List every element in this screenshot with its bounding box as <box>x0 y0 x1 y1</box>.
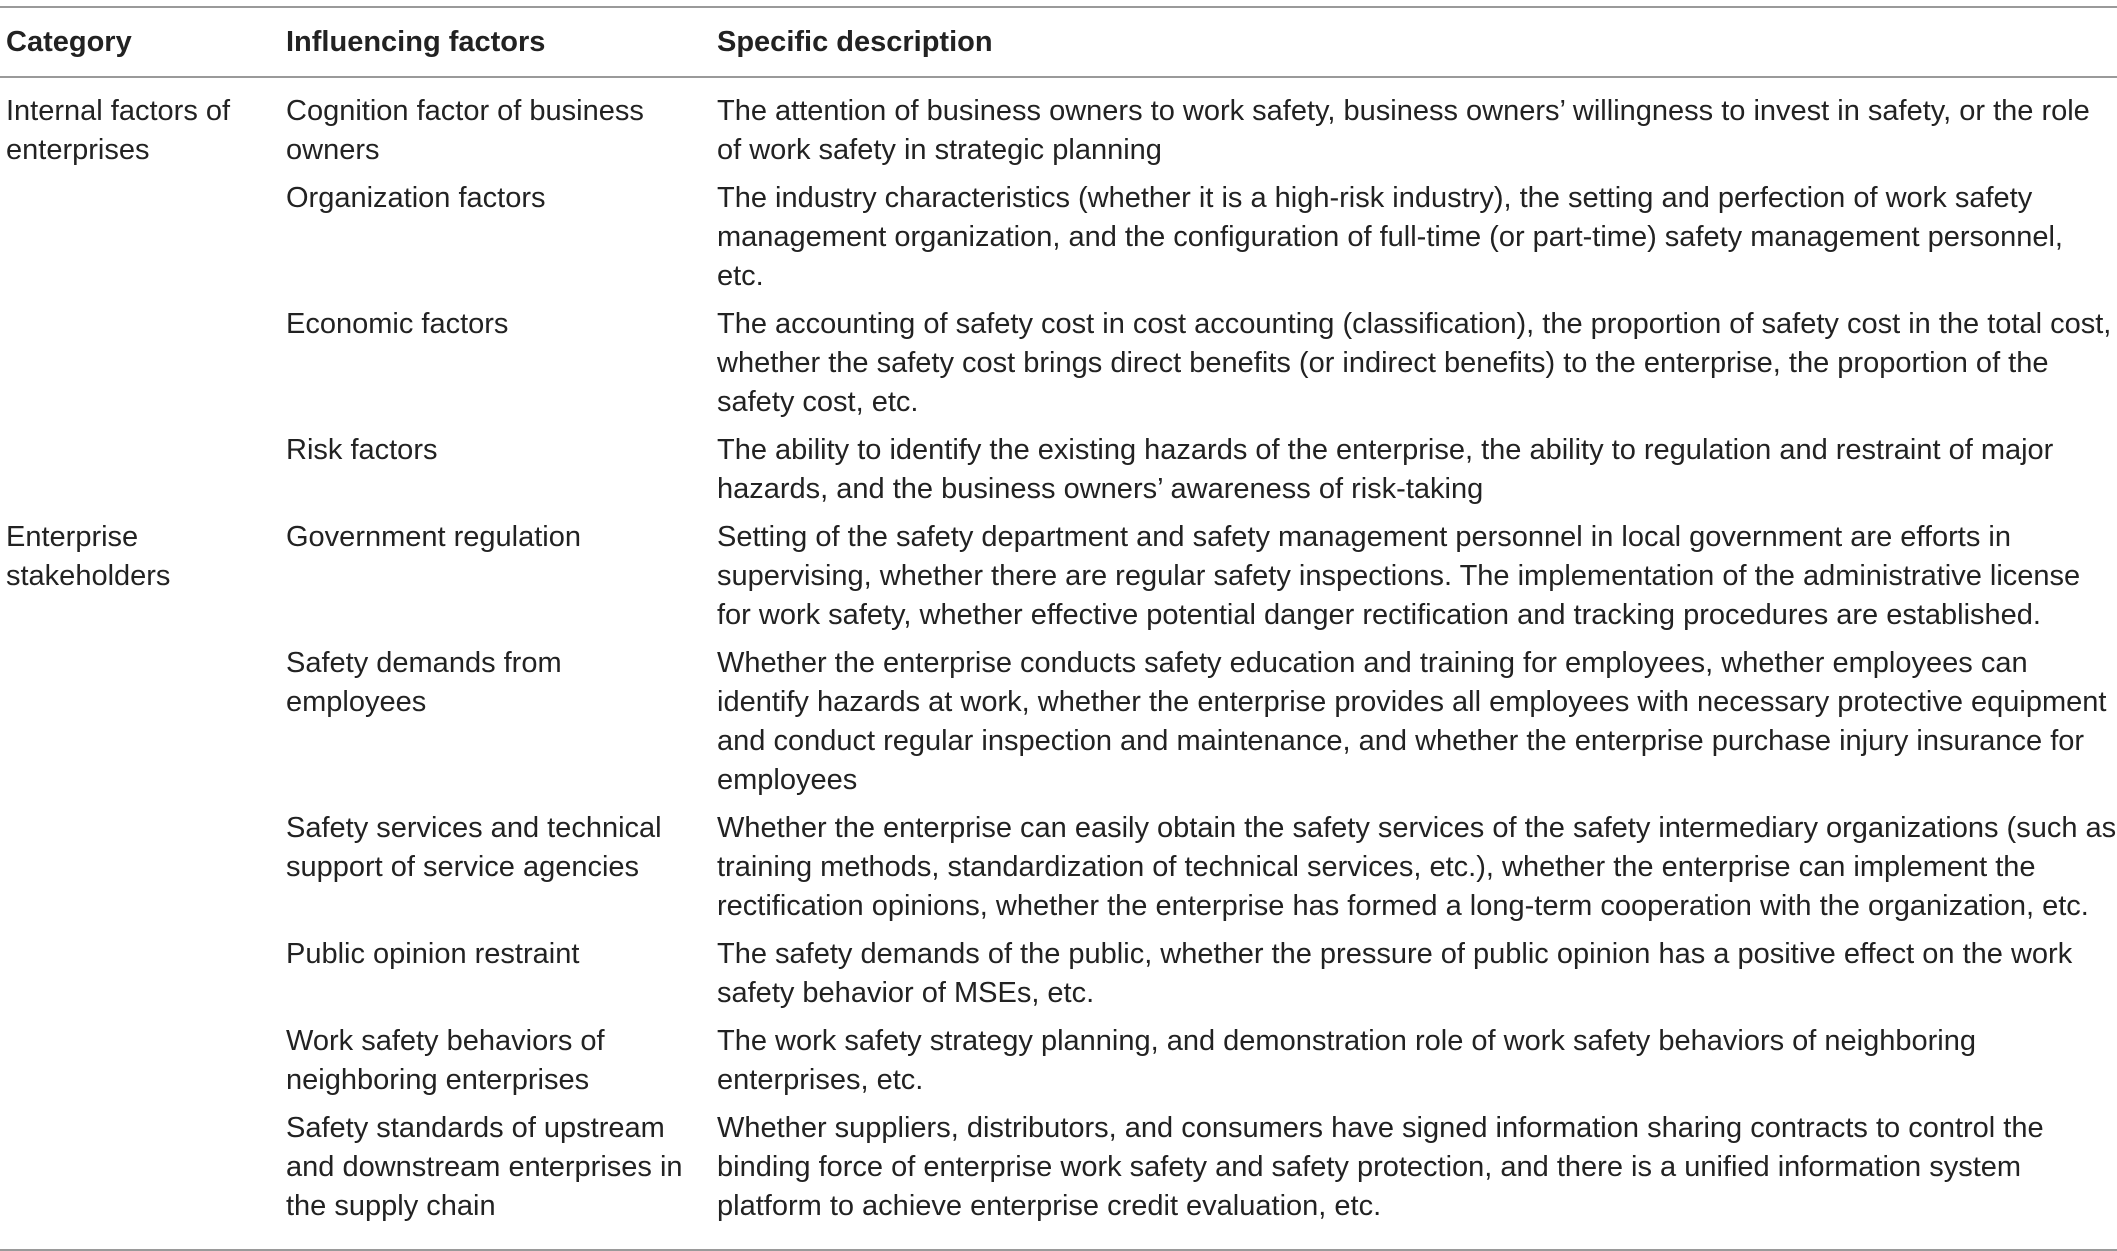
factor-cell: Risk factors <box>286 434 438 466</box>
factor-cell: Government regulation <box>286 521 581 553</box>
description-cell: The accounting of safety cost in cost accounting (classification), the proportion of safety cost in the total cost, whether the safety cost brings direct benefits (or indirect benefits) to the enterprise, the proportion of the safety cost, etc. <box>717 308 2112 418</box>
category-cell <box>0 644 286 800</box>
factor-cell: Safety standards of upstream and downstream enterprises in the supply chain <box>286 1112 683 1222</box>
category-cell <box>0 179 286 296</box>
category-cell <box>0 431 286 509</box>
header-category: Category <box>6 25 132 58</box>
factor-cell: Organization factors <box>286 182 546 214</box>
description-cell: Whether the enterprise conducts safety education and training for employees, whether employees can identify hazards at work, whether the enterprise provides all employees with necessary protective equipment and conduct regular inspection and maintenance, and whether the enterprise purchase injury insurance for employees <box>717 647 2107 796</box>
table-row <box>0 305 2117 431</box>
description-cell: The attention of business owners to work safety, business owners’ willingness to invest in safety, or the role of work safety in strategic planning <box>717 95 2090 166</box>
table-row <box>0 1109 2117 1235</box>
category-cell <box>0 1109 286 1226</box>
category-cell: Enterprise stakeholders <box>6 521 171 592</box>
header-specific-description: Specific description <box>717 25 993 58</box>
factor-cell: Safety demands from employees <box>286 647 562 718</box>
factor-cell: Safety services and technical support of service agencies <box>286 812 662 883</box>
description-cell: The work safety strategy planning, and demonstration role of work safety behaviors of neighboring enterprises, etc. <box>717 1025 1976 1096</box>
factor-cell: Cognition factor of business owners <box>286 95 644 166</box>
table-row <box>0 1022 2117 1109</box>
description-cell: The ability to identify the existing hazards of the enterprise, the ability to regulation and restraint of major hazards, and the business owners’ awareness of risk-taking <box>717 434 2054 505</box>
factor-cell: Economic factors <box>286 308 509 340</box>
table-row <box>0 431 2117 518</box>
factor-cell: Public opinion restraint <box>286 938 580 970</box>
factor-cell: Work safety behaviors of neighboring enterprises <box>286 1025 605 1096</box>
table-row <box>0 92 2117 179</box>
table-body <box>0 78 2117 1249</box>
description-cell: The safety demands of the public, whether the pressure of public opinion has a positive effect on the work safety behavior of MSEs, etc. <box>717 938 2073 1009</box>
description-cell: Whether the enterprise can easily obtain the safety services of the safety intermediary organizations (such as training methods, standardization of technical services, etc.), whether the enterprise can implement the rectification opinions, whether the enterprise has formed a long-term cooperation with the organization, etc. <box>717 812 2117 922</box>
category-cell <box>0 809 286 926</box>
description-cell: The industry characteristics (whether it is a high-risk industry), the setting and perfection of work safety management organization, and the configuration of full-time (or part-time) safety management personnel, etc. <box>717 182 2063 292</box>
description-cell: Whether suppliers, distributors, and consumers have signed information sharing contracts to control the binding force of enterprise work safety and safety protection, and there is a unified information system platform to achieve enterprise credit evaluation, etc. <box>717 1112 2044 1222</box>
table-row <box>0 935 2117 1022</box>
category-cell: Internal factors of enterprises <box>6 95 231 166</box>
table-row <box>0 644 2117 809</box>
category-cell <box>0 305 286 422</box>
table-row <box>0 809 2117 935</box>
influencing-factors-table <box>0 6 2117 1251</box>
category-cell <box>0 1022 286 1100</box>
category-cell <box>0 935 286 1013</box>
table-row <box>0 179 2117 305</box>
table-header <box>0 8 2117 78</box>
table-row <box>0 518 2117 644</box>
description-cell: Setting of the safety department and safety management personnel in local government are efforts in supervising, whether there are regular safety inspections. The implementation of the administrative license for work safety, whether effective potential danger rectification and tracking procedures are established. <box>717 521 2081 631</box>
header-influencing-factors: Influencing factors <box>286 25 546 58</box>
